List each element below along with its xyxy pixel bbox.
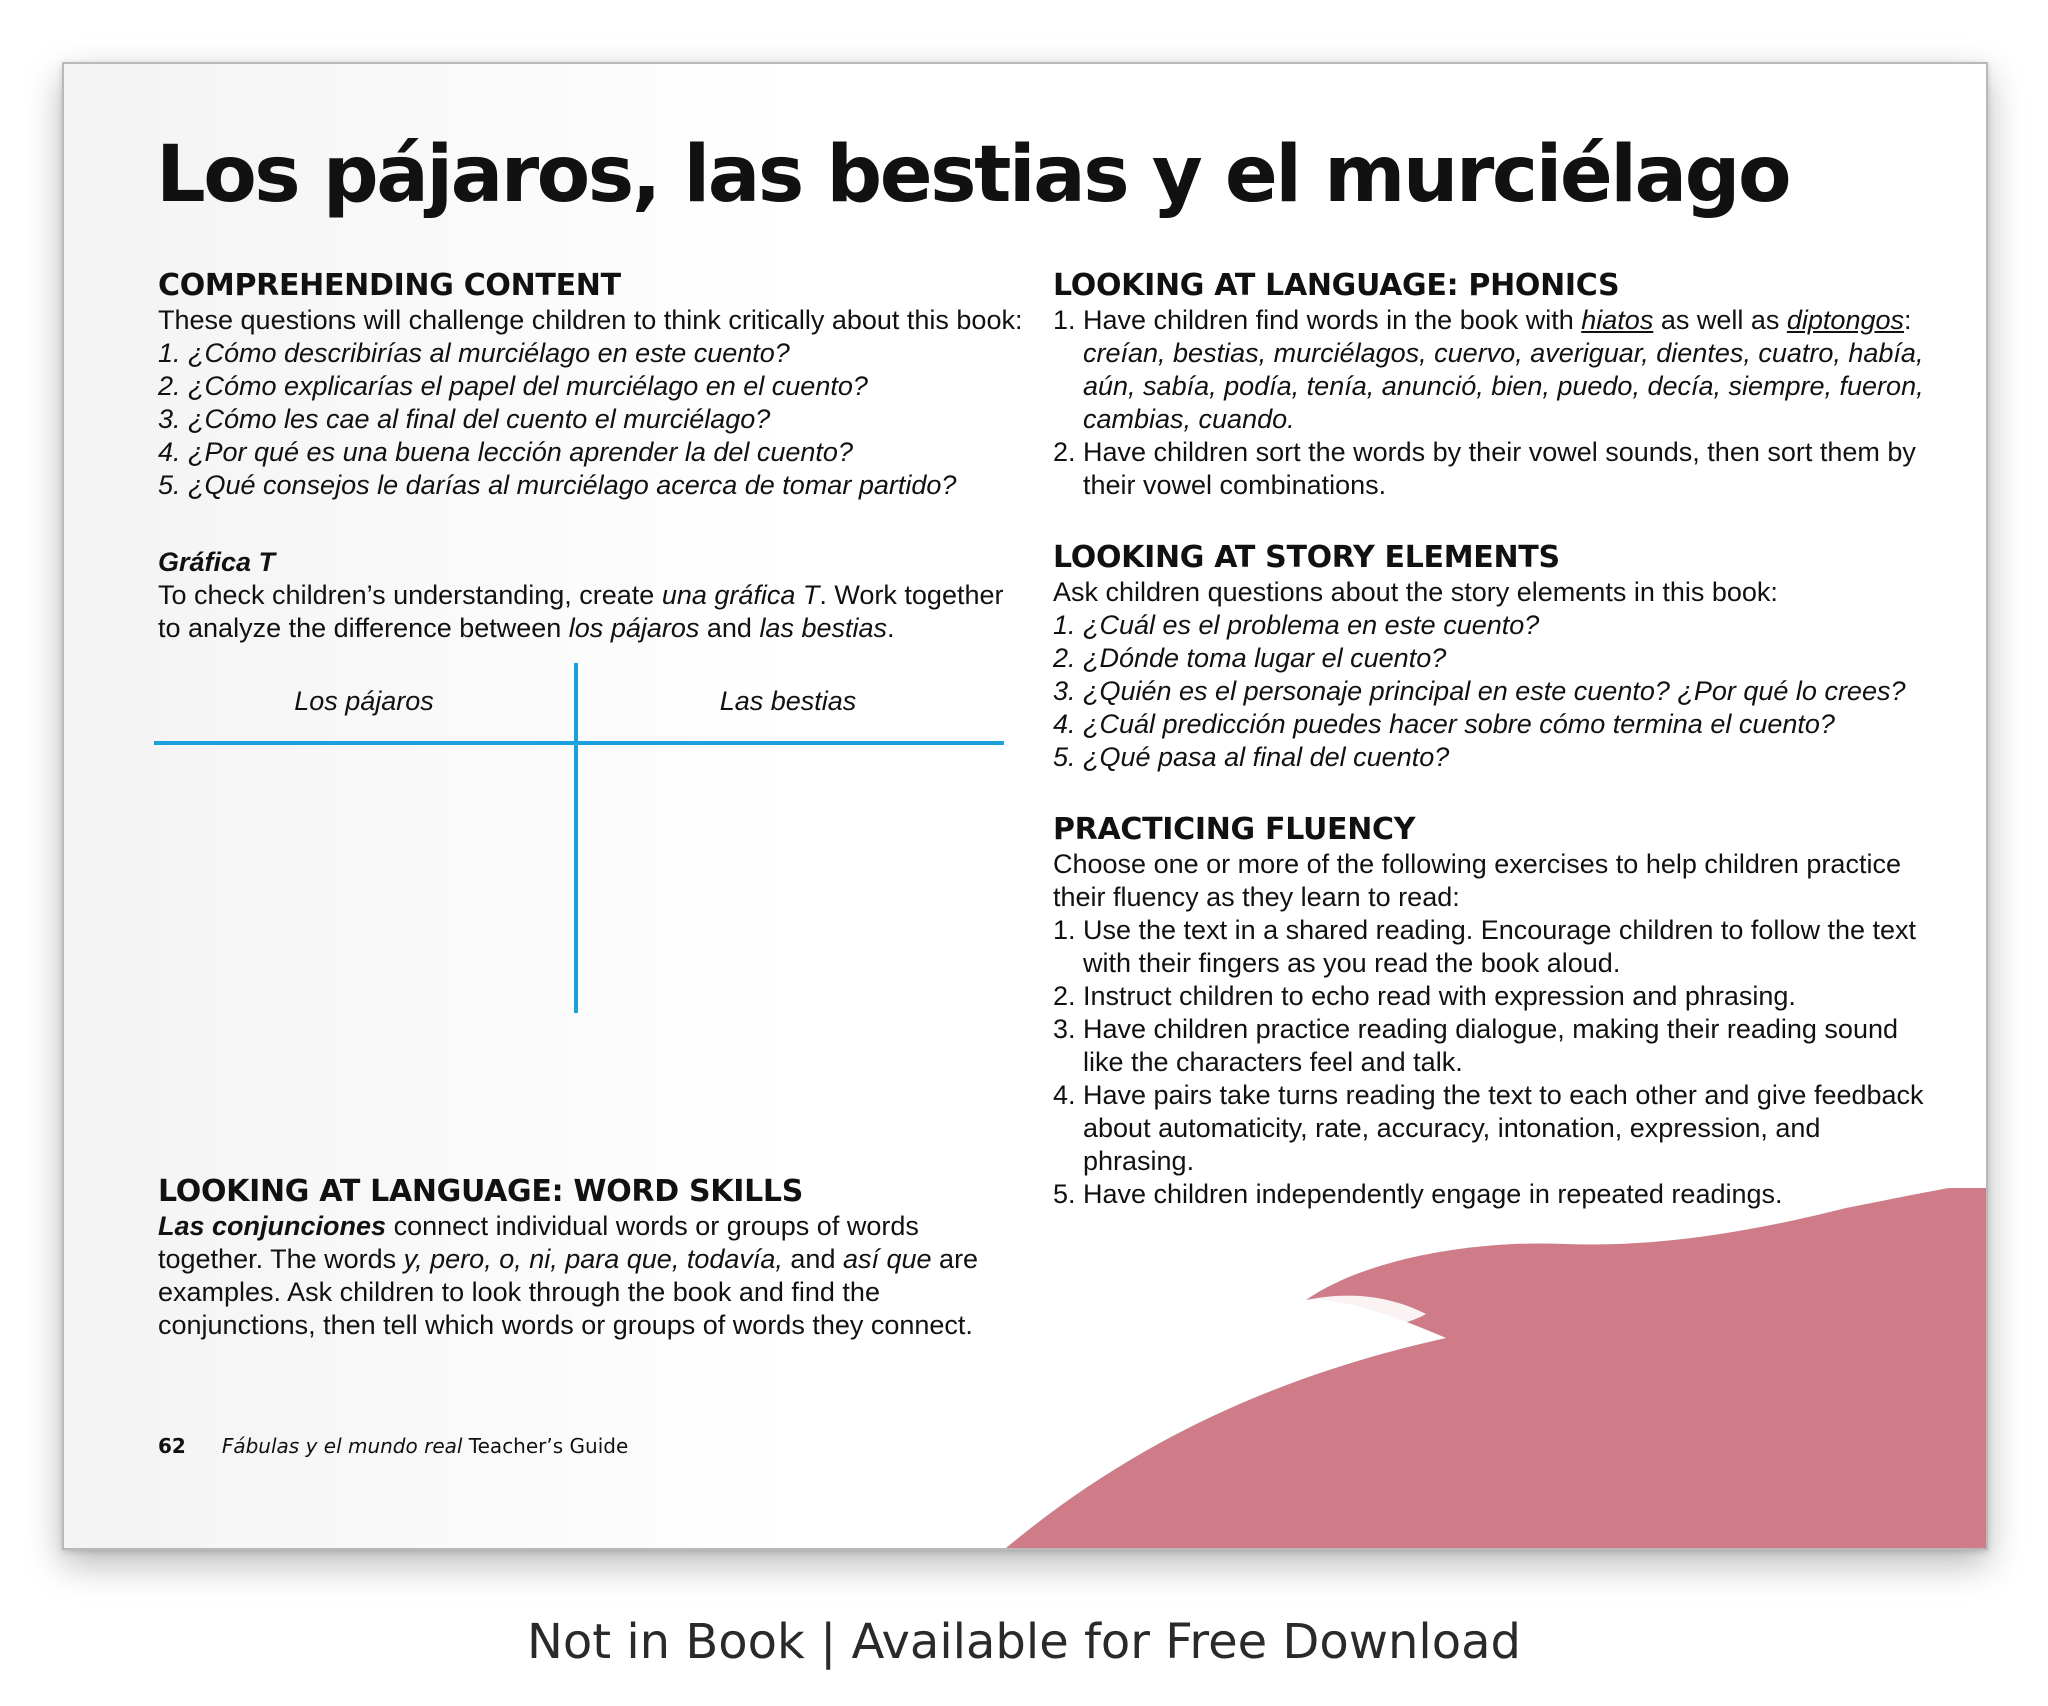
page-footer <box>158 1434 628 1458</box>
left-column <box>158 268 1028 1013</box>
word-skills-text: Las conjunciones connect individual words or groups of words together. The words y, pero, o, ni, para que, todavía, and así que are examples. Ask children to look through the book and find the conjunctions, then tell which words or groups of words they connect. <box>158 1211 979 1340</box>
question-item: 2. ¿Cómo explicarías el papel del murciélago en el cuento? <box>188 370 1028 403</box>
comprehending-content-section <box>158 268 1028 502</box>
fluency-intro: Choose one or more of the following exercises to help children practice their fluency as they learn to read: <box>1053 849 1901 912</box>
question-item: 1. ¿Cuál es el problema en este cuento? <box>1083 609 1933 642</box>
comprehending-intro: These questions will challenge children to think critically about this book: <box>158 305 1023 335</box>
page-number: 62 <box>158 1434 186 1458</box>
story-elements-questions <box>1053 609 1933 774</box>
question-item: 3. ¿Cómo les cae al final del cuento el murciélago? <box>188 403 1028 436</box>
comprehending-heading: COMPREHENDING CONTENT <box>158 268 621 303</box>
phonics-heading: LOOKING AT LANGUAGE: PHONICS <box>1053 268 1620 303</box>
phonics-list <box>1053 304 1933 502</box>
phonics-item: 2. Have children sort the words by their vowel sounds, then sort them by their vowel combinations. <box>1083 436 1933 502</box>
comprehending-questions <box>158 337 1028 502</box>
fluency-item: 2. Instruct children to echo read with expression and phrasing. <box>1083 980 1933 1013</box>
hiatos-term: hiatos <box>1581 305 1654 335</box>
question-item: 1. ¿Cómo describirías al murciélago en este cuento? <box>188 337 1028 370</box>
phonics-section <box>1053 268 1933 502</box>
t-chart-label-right: Las bestias <box>719 686 857 716</box>
word-skills-section <box>158 1174 1028 1342</box>
story-elements-section <box>1053 540 1933 774</box>
diptongos-term: diptongos <box>1786 305 1904 335</box>
right-column <box>1053 268 1933 1211</box>
question-item: 2. ¿Dónde toma lugar el cuento? <box>1083 642 1933 675</box>
fluency-heading: PRACTICING FLUENCY <box>1053 812 1416 847</box>
t-chart-label-left: Los pájaros <box>294 686 434 716</box>
grafica-text: To check children’s understanding, create una gráfica T. Work together to analyze the difference between los pájaros and las bestias. <box>158 580 1004 643</box>
footer-book-title: Fábulas y el mundo real <box>221 1434 463 1458</box>
question-item: 5. ¿Qué consejos le darías al murciélago acerca de tomar partido? <box>188 469 1028 502</box>
page-title: Los pájaros, las bestias y el murciélago <box>156 130 1790 220</box>
swoosh-shape <box>1006 1188 1986 1548</box>
decorative-swoosh <box>1006 1188 1986 1548</box>
footer-guide-label: Teacher’s Guide <box>462 1434 629 1458</box>
grafica-heading: Gráfica T <box>158 547 276 577</box>
grafica-t-section <box>158 546 1028 1013</box>
question-item: 4. ¿Cuál predicción puedes hacer sobre cómo termina el cuento? <box>1083 708 1933 741</box>
phonics-item: 1. Have children find words in the book with hiatos as well as diptongos: creían, bestias, murciélagos, cuervo, averiguar, dientes, cuatro, había, aún, sabía, podía, tenía, anunció, bien, puedo, decía, siempre, fueron, cambias, cuando. <box>1083 304 1933 436</box>
fluency-item: 1. Use the text in a shared reading. Encourage children to follow the text with their fingers as you read the book aloud. <box>1083 914 1933 980</box>
fluency-item: 4. Have pairs take turns reading the text to each other and give feedback about automaticity, rate, accuracy, intonation, expression, and phrasing. <box>1083 1079 1933 1178</box>
story-elements-heading: LOOKING AT STORY ELEMENTS <box>1053 540 1560 575</box>
t-chart <box>154 663 1004 1013</box>
question-item: 4. ¿Por qué es una buena lección aprender la del cuento? <box>188 436 1028 469</box>
question-item: 3. ¿Quién es el personaje principal en este cuento? ¿Por qué lo crees? <box>1083 675 1933 708</box>
guide-page <box>62 62 1988 1550</box>
word-skills-heading: LOOKING AT LANGUAGE: WORD SKILLS <box>158 1174 804 1209</box>
t-chart-horizontal-line <box>154 741 1004 745</box>
download-caption: Not in Book | Available for Free Download <box>526 1614 1521 1670</box>
fluency-item: 3. Have children practice reading dialogue, making their reading sound like the characters feel and talk. <box>1083 1013 1933 1079</box>
fluency-item: 5. Have children independently engage in repeated readings. <box>1083 1178 1933 1211</box>
fluency-section <box>1053 812 1933 1211</box>
fluency-list <box>1053 914 1933 1211</box>
story-elements-intro: Ask children questions about the story elements in this book: <box>1053 577 1778 607</box>
question-item: 5. ¿Qué pasa al final del cuento? <box>1083 741 1933 774</box>
